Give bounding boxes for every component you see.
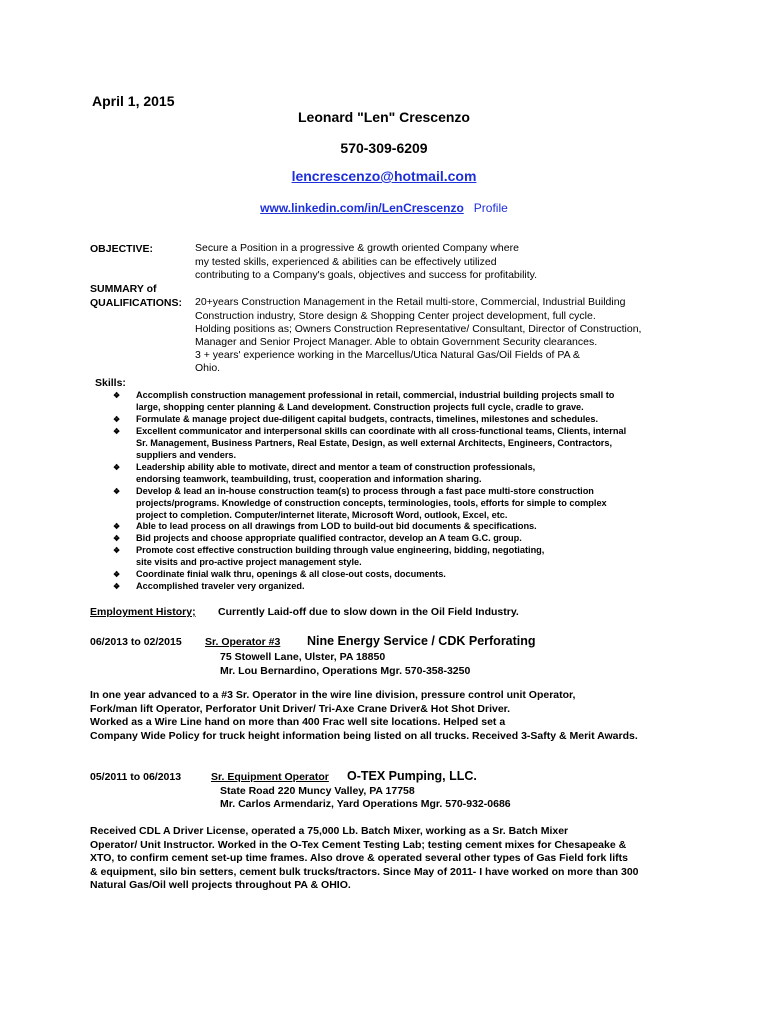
diamond-bullet-icon: ❖ <box>113 426 121 436</box>
skills-heading: Skills: <box>95 377 126 389</box>
objective-line: my tested skills, experienced & abilities can be effectively utilized <box>195 256 497 268</box>
qualifications-label: QUALIFICATIONS: <box>90 297 182 309</box>
job-dates: 06/2013 to 02/2015 <box>90 636 182 648</box>
job-contact: Mr. Lou Bernardino, Operations Mgr. 570-358-3250 <box>220 665 471 677</box>
skill-line: Able to lead process on all drawings from LOD to build-out bid documents & specifications. <box>136 521 537 532</box>
skill-line: endorsing teamwork, teambuilding, trust, cooperation and information sharing. <box>136 473 482 484</box>
skill-line: project to completion. Computer/internet literate, Microsoft Word, outlook, Excel, etc. <box>136 509 508 520</box>
skill-line: Bid projects and choose appropriate qualified contractor, develop an A team G.C. group. <box>136 533 522 544</box>
email-link-wrap <box>0 168 768 184</box>
job-contact: Mr. Carlos Armendariz, Yard Operations Mgr. 570-932-0686 <box>220 798 511 810</box>
candidate-phone: 570-309-6209 <box>340 140 428 156</box>
job-address: State Road 220 Muncy Valley, PA 17758 <box>220 785 415 797</box>
diamond-bullet-icon: ❖ <box>113 570 121 580</box>
objective-line: contributing to a Company's goals, objectives and success for profitability. <box>195 269 538 281</box>
skill-line: large, shopping center planning & Land development. Construction projects full cycle, cradle to grave. <box>136 401 584 412</box>
linkedin-link[interactable]: www.linkedin.com/in/LenCrescenzo <box>260 201 464 215</box>
diamond-bullet-icon: ❖ <box>113 522 121 532</box>
employment-status-note: Currently Laid-off due to slow down in the Oil Field Industry. <box>218 606 519 618</box>
job-dates: 05/2011 to 06/2013 <box>90 771 182 783</box>
diamond-bullet-icon: ❖ <box>113 486 121 496</box>
skill-line: site visits and pro-active project management style. <box>136 557 362 568</box>
skill-item <box>110 569 680 581</box>
linkedin-row <box>0 201 768 215</box>
diamond-bullet-icon: ❖ <box>113 534 121 544</box>
skill-line: Leadership ability able to motivate, direct and mentor a team of construction professionals, <box>136 461 536 472</box>
skill-item <box>110 581 680 593</box>
skill-item <box>110 390 680 414</box>
resume-date: April 1, 2015 <box>92 93 175 109</box>
summary-label: SUMMARY of <box>90 283 157 295</box>
summary-line: 3 + years' experience working in the Marcellus/Utica Natural Gas/Oil Fields of PA & <box>195 349 580 361</box>
skill-item <box>110 545 680 569</box>
email-link[interactable]: lencrescenzo@hotmail.com <box>291 168 477 184</box>
skill-line: Accomplish construction management professional in retail, commercial, industrial building projects small to <box>136 390 615 400</box>
profile-label: Profile <box>473 201 508 215</box>
diamond-bullet-icon: ❖ <box>113 414 121 424</box>
summary-line: 20+years Construction Management in the Retail multi-store, Commercial, Industrial Building <box>195 296 626 308</box>
skill-line: Sr. Management, Business Partners, Real Estate, Design, as well external Architects, Engineers, Contractors, <box>136 437 613 448</box>
diamond-bullet-icon: ❖ <box>113 546 121 556</box>
skill-line: Promote cost effective construction building through value engineering, bidding, negotiating, <box>136 545 545 556</box>
job-title: Sr. Equipment Operator <box>211 771 329 783</box>
skill-item <box>110 486 680 522</box>
skill-line: Accomplished traveler very organized. <box>136 581 305 592</box>
summary-line: Holding positions as; Owners Construction Representative/ Consultant, Director of Construction, <box>195 323 642 335</box>
skill-item <box>110 414 680 426</box>
job-description: Received CDL A Driver License, operated a 75,000 Lb. Batch Mixer, working as a Sr. Batch Mixer Operator/ Unit Instructor. Worked in the O-Tex Cement Testing Lab; testing cement mixes for Chesapeake & XTO, to confirm cement set-up time frames. Also drove & operated several other types of Gas Field fork lifts & equipment, silo bin setters, cement bulk trucks/tractors. Since May of 2011- I have worked on more than 300 Natural Gas/Oil well projects throughout PA & OHIO. <box>90 825 639 892</box>
skills-list <box>110 390 680 593</box>
summary-line: Manager and Senior Project Manager. Able to obtain Government Security clearances. <box>195 336 598 348</box>
job-address: 75 Stowell Lane, Ulster, PA 18850 <box>220 651 386 663</box>
diamond-bullet-icon: ❖ <box>113 582 121 592</box>
summary-line: Construction industry, Store design & Shopping Center project development, full cycle. <box>195 310 596 322</box>
skill-line: Formulate & manage project due-diligent capital budgets, contracts, timelines, milestones and schedules. <box>136 413 599 424</box>
employment-heading: Employment History; <box>90 606 196 618</box>
diamond-bullet-icon: ❖ <box>113 462 121 472</box>
candidate-name: Leonard "Len" Crescenzo <box>298 109 470 125</box>
job-company: Nine Energy Service / CDK Perforating <box>307 634 536 648</box>
job-description: In one year advanced to a #3 Sr. Operator in the wire line division, pressure control unit Operator, Fork/man lift Operator, Perforator Unit Driver/ Tri-Axe Crane Driver& Hot Shot Driver. Worked as a Wire Line hand on more than 400 Frac well site locations. Helped set a Company Wide Policy for truck height information being listed on all trucks. Received 3-Safty & Merit Awards. <box>90 689 638 742</box>
summary-line: Ohio. <box>195 362 221 374</box>
skill-line: suppliers and venders. <box>136 449 237 460</box>
job-title: Sr. Operator #3 <box>205 636 281 648</box>
skill-item <box>110 426 680 462</box>
skill-line: Develop & lead an in-house construction team(s) to process through a fast pace multi-store construction <box>136 485 594 496</box>
skill-item <box>110 521 680 533</box>
diamond-bullet-icon: ❖ <box>113 391 121 400</box>
skill-line: Coordinate finial walk thru, openings & all close-out costs, documents. <box>136 569 446 580</box>
skill-item <box>110 462 680 486</box>
objective-line: Secure a Position in a progressive & growth oriented Company where <box>195 242 519 254</box>
skill-item <box>110 533 680 545</box>
skill-line: Excellent communicator and interpersonal skills can coordinate with all cross-functional teams, Clients, internal <box>136 425 627 436</box>
objective-label: OBJECTIVE: <box>90 243 154 255</box>
skill-line: projects/programs. Knowledge of construction concepts, terminologies, tools, efforts for simple to complex <box>136 497 607 508</box>
job-company: O-TEX Pumping, LLC. <box>347 769 477 783</box>
